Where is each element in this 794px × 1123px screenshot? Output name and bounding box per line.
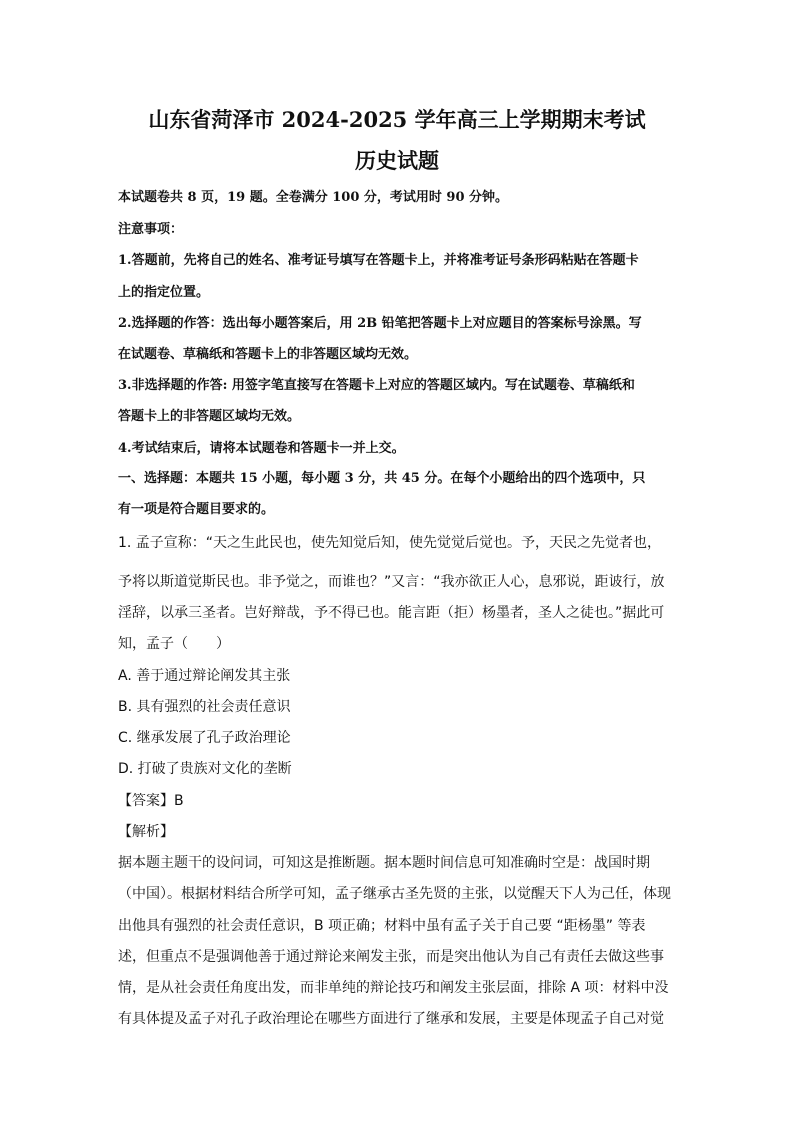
option-c: C. 继承发展了孔子政治理论 xyxy=(118,730,291,746)
notice-line: 答题卡上的非答题区域均无效。 xyxy=(118,409,301,424)
notice-line: 3.非选择题的作答: 用签字笔直接写在答题卡上对应的答题区域内。写在试题卷、草稿纸和 xyxy=(118,378,635,393)
analysis-line: 述，但重点不是强调他善于通过辩论来阐发主张，而是突出他认为自己有责任去做这些事 xyxy=(118,949,664,965)
analysis-line: 据本题主题干的设问词，可知这是推断题。据本题时间信息可知准确时空是：战国时期 xyxy=(118,855,650,871)
option-b: B. 具有强烈的社会责任意识 xyxy=(118,699,291,715)
notice-line: 上的指定位置。 xyxy=(118,285,210,300)
question-stem-line: 予将以斯道觉斯民也。非予觉之，而谁也？”又言：“我亦欲正人心，息邪说，距诐行，放 xyxy=(118,574,665,590)
notice-line: 在试题卷、草稿纸和答题卡上的非答题区域均无效。 xyxy=(118,347,418,362)
notice-line: 1.答题前，先将自己的姓名、准考证号填写在答题卡上，并将准考证号条形码粘贴在答题卡 xyxy=(118,253,639,268)
section-heading: 一、选择题：本题共 15 小题，每小题 3 分，共 45 分。在每个小题给出的四个选项中，只 xyxy=(118,471,646,486)
analysis-line: 出他具有强烈的社会责任意识，B 项正确；材料中虽有孟子关于自己要 “距杨墨” 等表 xyxy=(118,918,646,934)
exam-title: 山东省菏泽市 2024-2025 学年高三上学期期末考试 xyxy=(148,107,646,132)
analysis-heading: 【解析】 xyxy=(118,824,174,840)
analysis-line: （中国）。根据材料结合所学可知，孟子继承古圣先贤的主张，以觉醒天下人为己任，体现 xyxy=(118,886,671,902)
analysis-line: 有具体提及孟子对孔子政治理论在哪些方面进行了继承和发展，主要是体现孟子自己对觉 xyxy=(118,1011,664,1027)
question-stem-line: 1. 孟子宣称：“天之生此民也，使先知觉后知，使先觉觉后觉也。予，天民之先觉者也， xyxy=(118,535,662,551)
exam-subtitle: 历史试题 xyxy=(355,148,439,173)
option-a: A. 善于通过辩论阐发其主张 xyxy=(118,668,291,684)
notice-line: 4.考试结束后，请将本试题卷和答题卡一并上交。 xyxy=(118,441,405,456)
question-stem-line: 知，孟子（ ） xyxy=(118,636,230,652)
answer-label: 【答案】B xyxy=(118,793,184,809)
analysis-line: 情，是从社会责任角度出发，而非单纯的辩论技巧和阐发主张层面，排除 A 项：材料中没 xyxy=(118,980,669,996)
option-d: D. 打破了贵族对文化的垄断 xyxy=(118,761,292,777)
section-heading: 有一项是符合题目要求的。 xyxy=(118,502,275,517)
notice-heading: 注意事项： xyxy=(118,222,184,237)
question-stem-line: 淫辞，以承三圣者。岂好辩哉，予不得已也。能言距（拒）杨墨者，圣人之徒也。”据此可 xyxy=(118,605,665,621)
intro-text: 本试题卷共 8 页，19 题。全卷满分 100 分，考试用时 90 分钟。 xyxy=(118,190,509,205)
notice-line: 2.选择题的作答：选出每小题答案后，用 2B 铅笔把答题卡上对应题目的答案标号涂黑。写 xyxy=(118,316,642,331)
